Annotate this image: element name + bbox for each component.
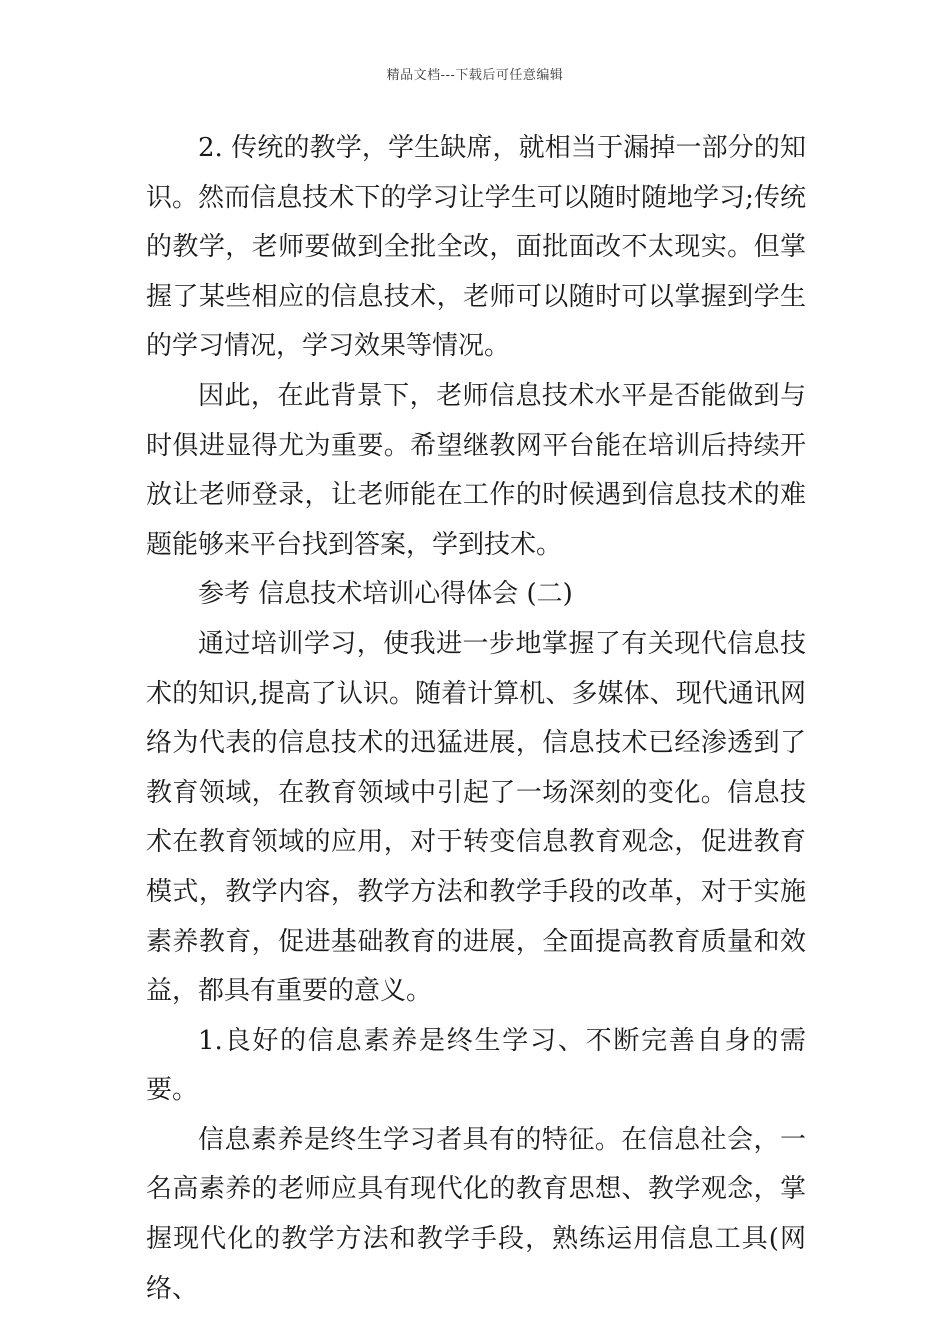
paragraph-5: 信息素养是终生学习者具有的特征。在信息社会，一名高素养的老师应具有现代化的教育思想、教学观念，掌握现代化的教学方法和教学手段，熟练运用信息工具(网络、 xyxy=(146,1124,806,1304)
section-heading: 参考 信息技术培训心得体会 (二) xyxy=(198,579,573,610)
document-body xyxy=(146,124,806,1314)
paragraph-1: 2. 传统的教学，学生缺席，就相当于漏掉一部分的知识。然而信息技术下的学习让学生可以随时随地学习;传统的教学，老师要做到全批全改，面批面改不太现实。但掌握了某些相应的信息技术，老师可以随时可以掌握到学生的学习情况，学习效果等情况。 xyxy=(146,133,806,362)
page-header: 精品文档---下载后可任意编辑 xyxy=(386,68,564,83)
paragraph-3: 通过培训学习，使我进一步地掌握了有关现代信息技术的知识,提高了认识。随着计算机、多媒体、现代通讯网络为代表的信息技术的迅猛进展，信息技术已经渗透到了教育领域，在教育领域中引起了一场深刻的变化。信息技术在教育领域的应用，对于转变信息教育观念，促进教育模式，教学内容，教学方法和教学手段的改革，对于实施素养教育，促进基础教育的进展，全面提高教育质量和效益，都具有重要的意义。 xyxy=(146,628,806,1007)
paragraph-2: 因此，在此背景下，老师信息技术水平是否能做到与时俱进显得尤为重要。希望继教网平台能在培训后持续开放让老师登录，让老师能在工作的时候遇到信息技术的难题能够来平台找到答案，学到技术。 xyxy=(146,380,806,560)
paragraph-4: 1.良好的信息素养是终生学习、不断完善自身的需要。 xyxy=(146,1025,806,1106)
